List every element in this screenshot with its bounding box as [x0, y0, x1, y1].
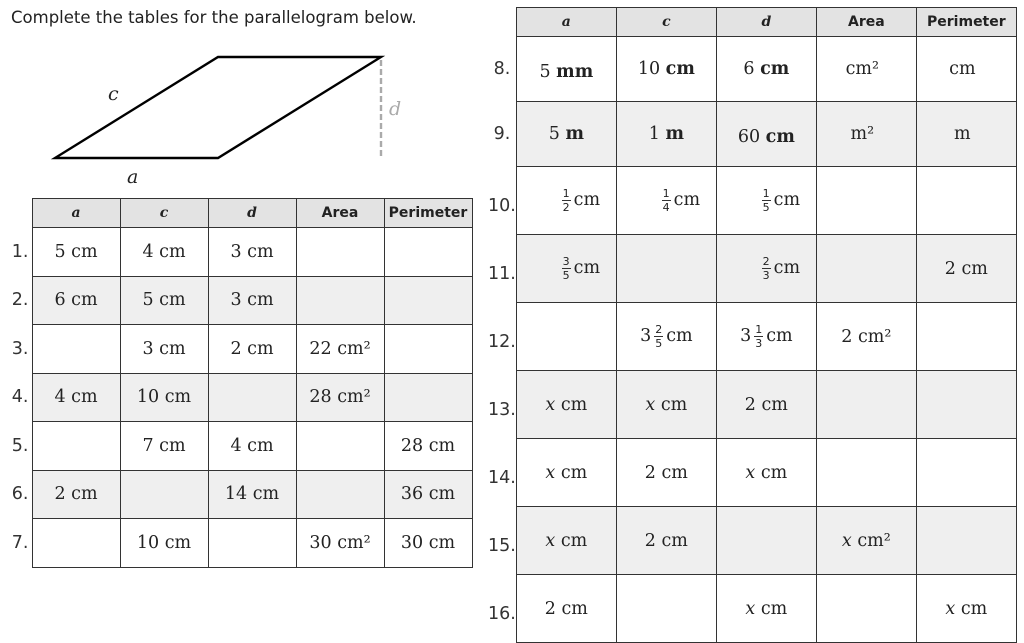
header-d: d	[208, 199, 296, 228]
row-number: 8.	[488, 37, 516, 102]
cell-d[interactable]: $\frac{2}{3}$ cm	[716, 235, 816, 303]
row-number: 11.	[488, 235, 516, 303]
cell-area[interactable]	[296, 470, 384, 519]
fraction: $\frac{2}{3}$	[762, 255, 770, 282]
fraction: $\frac{1}{4}$	[662, 187, 670, 214]
right-table	[488, 7, 1017, 643]
cell-perimeter[interactable]	[916, 371, 1016, 439]
table-row	[488, 439, 1016, 507]
cell-d[interactable]: x cm	[716, 439, 816, 507]
label-a: a	[127, 166, 139, 188]
cell-d[interactable]: 6 cm	[716, 37, 816, 102]
cell-perimeter[interactable]	[384, 276, 472, 325]
label-c: c	[108, 83, 119, 105]
cell-d[interactable]	[208, 373, 296, 422]
cell-c[interactable]: $\frac{1}{4}$ cm	[616, 167, 716, 235]
header-a: a	[32, 199, 120, 228]
row-number: 9.	[488, 102, 516, 167]
cell-perimeter[interactable]: x cm	[916, 575, 1016, 643]
header-d: d	[716, 8, 816, 37]
table-row	[4, 470, 472, 519]
cell-perimeter[interactable]	[384, 373, 472, 422]
header-c: c	[616, 8, 716, 37]
table-row	[488, 575, 1016, 643]
instruction-text: Complete the tables for the parallelogram below.	[11, 8, 417, 27]
table-row	[488, 235, 1016, 303]
fraction: $\frac{1}{3}$	[755, 323, 763, 350]
cell-d[interactable]	[208, 519, 296, 568]
cell-a[interactable]: 6 cm	[32, 276, 120, 325]
cell-c[interactable]: x cm	[616, 371, 716, 439]
cell-a[interactable]	[32, 325, 120, 374]
table-row	[4, 519, 472, 568]
cell-area[interactable]: cm²	[816, 37, 916, 102]
left-table	[4, 198, 473, 568]
cell-perimeter[interactable]: 36 cm	[384, 470, 472, 519]
cell-area[interactable]: 30 cm²	[296, 519, 384, 568]
cell-a[interactable]: 5 m	[516, 102, 616, 167]
table-row	[4, 325, 472, 374]
row-number: 4.	[4, 373, 32, 422]
cell-d[interactable]: 2 cm	[716, 371, 816, 439]
cell-area[interactable]: 28 cm²	[296, 373, 384, 422]
cell-a[interactable]: 4 cm	[32, 373, 120, 422]
cell-area[interactable]	[296, 276, 384, 325]
cell-perimeter[interactable]: m	[916, 102, 1016, 167]
row-number: 12.	[488, 303, 516, 371]
row-number: 15.	[488, 507, 516, 575]
cell-a[interactable]: x cm	[516, 439, 616, 507]
cell-area[interactable]	[816, 167, 916, 235]
row-number: 16.	[488, 575, 516, 643]
table-row	[488, 371, 1016, 439]
cell-perimeter[interactable]	[916, 167, 1016, 235]
cell-a[interactable]	[32, 422, 120, 471]
cell-c[interactable]: 1 m	[616, 102, 716, 167]
cell-perimeter[interactable]	[384, 228, 472, 277]
row-number: 7.	[4, 519, 32, 568]
cell-area[interactable]: 2 cm²	[816, 303, 916, 371]
cell-a[interactable]	[516, 303, 616, 371]
cell-c[interactable]: 7 cm	[120, 422, 208, 471]
row-number: 5.	[4, 422, 32, 471]
cell-d[interactable]: x cm	[716, 575, 816, 643]
cell-c[interactable]: 2 cm	[616, 507, 716, 575]
fraction: $\frac{1}{2}$	[562, 187, 570, 214]
cell-area[interactable]	[816, 439, 916, 507]
cell-perimeter[interactable]: cm	[916, 37, 1016, 102]
cell-a[interactable]: 5 cm	[32, 228, 120, 277]
cell-perimeter[interactable]	[384, 325, 472, 374]
cell-perimeter[interactable]: 2 cm	[916, 235, 1016, 303]
cell-perimeter[interactable]: 28 cm	[384, 422, 472, 471]
cell-area[interactable]	[296, 422, 384, 471]
cell-perimeter[interactable]	[916, 507, 1016, 575]
cell-c[interactable]	[616, 575, 716, 643]
cell-a[interactable]: 5 mm	[516, 37, 616, 102]
cell-d[interactable]: $\frac{1}{5}$ cm	[716, 167, 816, 235]
cell-c[interactable]: 3 cm	[120, 325, 208, 374]
cell-d[interactable]: 3 $\frac{1}{3}$ cm	[716, 303, 816, 371]
header-perimeter: Perimeter	[384, 199, 472, 228]
table-row	[488, 303, 1016, 371]
cell-area[interactable]	[816, 575, 916, 643]
cell-c[interactable]: 2 cm	[616, 439, 716, 507]
row-number: 6.	[4, 470, 32, 519]
cell-perimeter[interactable]	[916, 439, 1016, 507]
table-row	[4, 228, 472, 277]
cell-a[interactable]: $\frac{1}{2}$ cm	[516, 167, 616, 235]
row-number: 13.	[488, 371, 516, 439]
row-number: 3.	[4, 325, 32, 374]
header-area: Area	[816, 8, 916, 37]
parallelogram-shape	[55, 57, 381, 158]
fraction: $\frac{2}{5}$	[655, 323, 663, 350]
table-row	[488, 507, 1016, 575]
cell-area[interactable]	[296, 228, 384, 277]
cell-c[interactable]: 5 cm	[120, 276, 208, 325]
row-number: 2.	[4, 276, 32, 325]
cell-c[interactable]	[120, 470, 208, 519]
cell-a[interactable]: $\frac{3}{5}$ cm	[516, 235, 616, 303]
cell-c[interactable]: 4 cm	[120, 228, 208, 277]
cell-d[interactable]: 3 cm	[208, 228, 296, 277]
cell-a[interactable]: 2 cm	[32, 470, 120, 519]
table-row	[488, 102, 1016, 167]
cell-area[interactable]	[816, 371, 916, 439]
row-number: 10.	[488, 167, 516, 235]
cell-c[interactable]: 3 $\frac{2}{5}$ cm	[616, 303, 716, 371]
cell-c[interactable]: 10 cm	[616, 37, 716, 102]
cell-a[interactable]: x cm	[516, 371, 616, 439]
cell-perimeter[interactable]: 30 cm	[384, 519, 472, 568]
header-c: c	[120, 199, 208, 228]
fraction: $\frac{1}{5}$	[762, 187, 770, 214]
right-table-header	[488, 8, 1016, 37]
cell-d[interactable]: 3 cm	[208, 276, 296, 325]
row-number: 14.	[488, 439, 516, 507]
cell-area[interactable]: x cm²	[816, 507, 916, 575]
table-row	[4, 373, 472, 422]
cell-a[interactable]: 2 cm	[516, 575, 616, 643]
left-table-header	[4, 199, 472, 228]
cell-d[interactable]: 60 cm	[716, 102, 816, 167]
cell-d[interactable]	[716, 507, 816, 575]
cell-a[interactable]: x cm	[516, 507, 616, 575]
parallelogram-figure	[0, 0, 480, 200]
header-perimeter: Perimeter	[916, 8, 1016, 37]
cell-area[interactable]: 22 cm²	[296, 325, 384, 374]
cell-c[interactable]: 10 cm	[120, 373, 208, 422]
table-row	[4, 276, 472, 325]
table-row	[488, 37, 1016, 102]
fraction: $\frac{3}{5}$	[562, 255, 570, 282]
cell-area[interactable]	[816, 235, 916, 303]
table-row	[488, 167, 1016, 235]
header-area: Area	[296, 199, 384, 228]
cell-d[interactable]: 4 cm	[208, 422, 296, 471]
cell-area[interactable]: m²	[816, 102, 916, 167]
cell-c[interactable]: 10 cm	[120, 519, 208, 568]
label-d: d	[389, 98, 402, 120]
cell-a[interactable]	[32, 519, 120, 568]
cell-d[interactable]: 2 cm	[208, 325, 296, 374]
cell-perimeter[interactable]	[916, 303, 1016, 371]
table-row	[4, 422, 472, 471]
cell-d[interactable]: 14 cm	[208, 470, 296, 519]
header-a: a	[516, 8, 616, 37]
row-number: 1.	[4, 228, 32, 277]
cell-c[interactable]	[616, 235, 716, 303]
